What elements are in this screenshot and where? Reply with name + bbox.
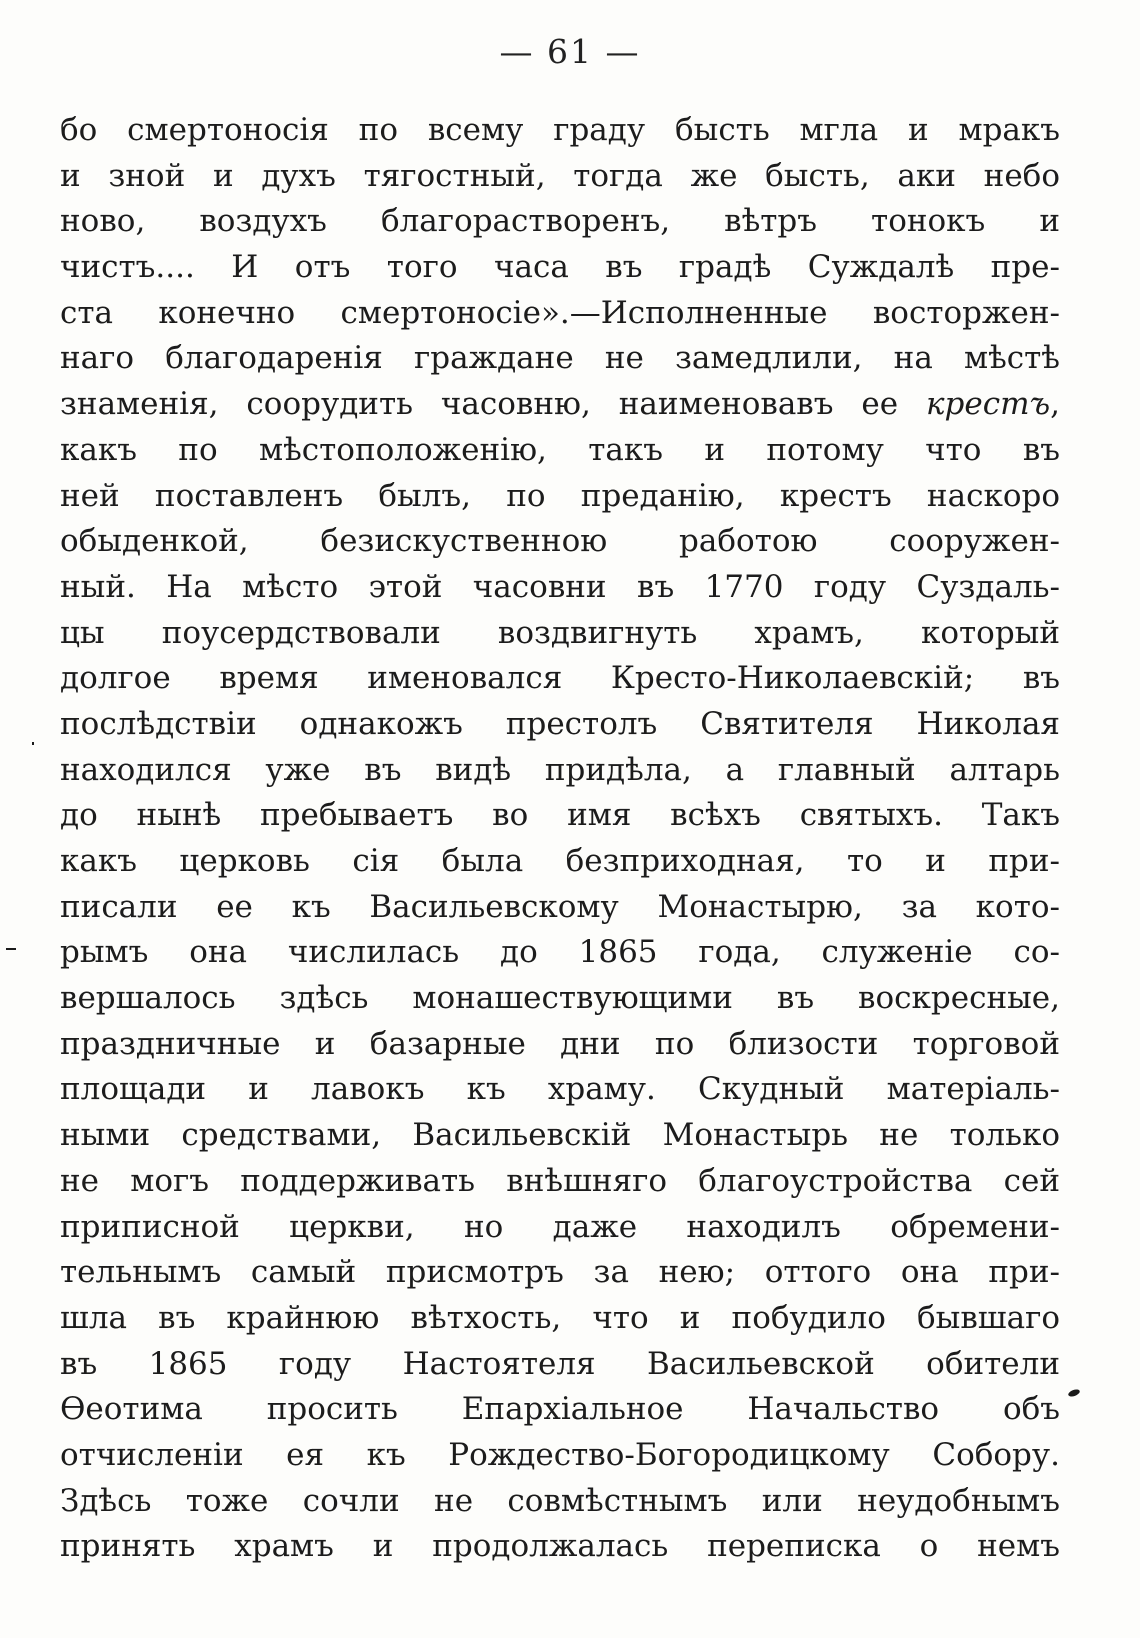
text-line: находился уже въ видѣ придѣла, а главный алтарь [60, 751, 1060, 788]
text-line: не могъ поддерживать внѣшняго благоустройства сей [60, 1162, 1060, 1199]
text-line: долгое время именовался Кресто-Николаевскій; въ [60, 660, 1060, 697]
text-line: ста конечно смертоносіе».—Исполненные восторжен- [60, 294, 1060, 331]
text-line: и зной и духъ тягостный, тогда же бысть, аки небо [60, 157, 1060, 194]
ink-speck [32, 742, 34, 745]
text-line: какъ по мѣстоположенію, такъ и потому что въ [60, 431, 1060, 468]
text-line: тельнымъ самый присмотръ за нею; оттого она при- [60, 1254, 1060, 1291]
text-line: рымъ она числилась до 1865 года, служеніе со- [60, 934, 1060, 971]
text-line: шла въ крайнюю вѣтхость, что и побудило бывшаго [60, 1299, 1060, 1336]
ink-speck [1067, 1388, 1080, 1398]
text-line: ными средствами, Васильевскій Монастырь не только [60, 1117, 1060, 1154]
text-line: послѣдствіи однакожъ престолъ Святителя Николая [60, 705, 1060, 742]
text-line: бо смертоносія по всему граду бысть мгла и мракъ [60, 112, 1060, 148]
text-line: ново, воздухъ благорастворенъ, вѣтръ тонокъ и [60, 203, 1060, 240]
text-line: принять храмъ и продолжалась переписка о немъ [60, 1528, 1060, 1565]
page-number: — 61 — [499, 32, 641, 71]
emphasized-word: крестъ [926, 386, 1051, 423]
text-line: Здѣсь тоже сочли не совмѣстнымъ или неудобнымъ [60, 1482, 1060, 1519]
text-line: обыденкой, безискуственною работою сооружен- [60, 523, 1060, 560]
text-line: приписной церкви, но даже находилъ обремени- [60, 1208, 1060, 1245]
text-line: ней поставленъ былъ, по преданію, крестъ наскоро [60, 477, 1060, 514]
text-line: ный. На мѣсто этой часовни въ 1770 году Суздаль- [60, 568, 1060, 605]
text-line: знаменія, соорудить часовню, наименовавъ ее крестъ, [60, 386, 1060, 423]
text-line: чистъ.... И отъ того часа въ градѣ Суждалѣ пре- [60, 249, 1060, 286]
text-line: Ѳеотима просить Епархіальное Начальство объ [60, 1391, 1060, 1428]
ink-speck [6, 948, 16, 950]
body-text [60, 108, 1060, 1570]
text-line: цы поусердствовали воздвигнуть храмъ, который [60, 614, 1060, 651]
text-line: вершалось здѣсь монашествующими въ воскресные, [60, 980, 1060, 1017]
text-line: до нынѣ пребываетъ во имя всѣхъ святыхъ. Такъ [60, 797, 1060, 834]
text-line: площади и лавокъ къ храму. Скудный матеріаль- [60, 1071, 1060, 1108]
text-line: писали ее къ Васильевскому Монастырю, за кото- [60, 888, 1060, 925]
text-line: какъ церковь сія была безприходная, то и при- [60, 843, 1060, 879]
text-line: отчисленіи ея къ Рождество-Богородицкому Собору. [60, 1436, 1060, 1473]
text-line: въ 1865 году Настоятеля Васильевской обители [60, 1345, 1060, 1382]
text-line: праздничные и базарные дни по близости торговой [60, 1025, 1060, 1062]
text-line: наго благодаренія граждане не замедлили, на мѣстѣ [60, 340, 1060, 377]
